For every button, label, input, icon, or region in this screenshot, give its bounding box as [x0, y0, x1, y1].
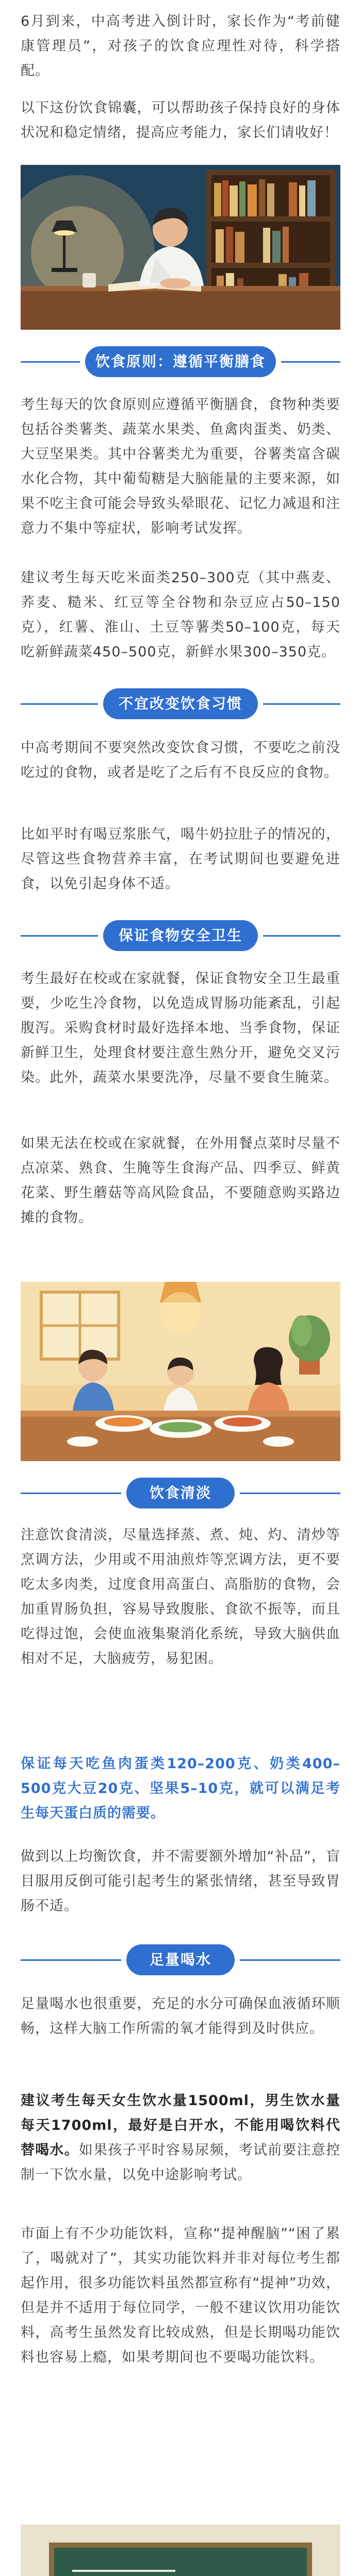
- safety-paragraph-2: 如果无法在校或在家就餐，在外用餐点菜时尽量不点凉菜、熟食、生腌等生食海产品、四季豆、鲜黄花菜、野生蘑菇等高风险食品，不要随意购买路边摊的食物。: [21, 1136, 340, 1226]
- water-paragraph-1: 足量喝水也很重要，充足的水分可确保血液循环顺畅，这样大脑工作所需的氧才能得到及时供应。: [21, 1996, 340, 2037]
- balanced-paragraph-2: 建议考生每天吃米面类250–300克（其中燕麦、荞麦、糙米、红豆等全谷物和杂豆应占50–150克），红薯、淮山、土豆等薯类50–100克，每天吃新鲜蔬菜450–500克，新鲜水果300–350克。: [21, 570, 340, 660]
- student-studying-illustration: [21, 165, 340, 330]
- intro-paragraph-2: 以下这份饮食锦囊，可以帮助孩子保持良好的身体状况和稳定情绪，提高应考能力，家长们请收好！: [21, 100, 340, 141]
- heading-divider-right: [240, 1493, 340, 1494]
- heading-divider-right: [263, 935, 340, 937]
- heading-divider-right: [240, 1959, 340, 1961]
- water-paragraph-2-note: 如果孩子平时容易尿频，考试前要注意控制一下饮水量，以免中途影响考试。: [21, 2142, 341, 2183]
- balanced-paragraph-1: 考生每天的饮食原则应遵循平衡膳食，食物种类要包括谷类薯类、蔬菜水果类、鱼禽肉蛋类、奶类、大豆坚果类。其中谷薯类尤为重要，谷薯类富含碳水化合物，其中葡萄糖是大脑能量的主要来源，如果不吃主食可能会导致头晕眼花、记忆力减退和注意力不集中等症状，影响考试发挥。: [21, 397, 340, 536]
- section-heading-food-safety: [0, 920, 361, 951]
- heading-divider-left: [21, 703, 98, 705]
- classroom-illustration: [21, 2524, 340, 2576]
- heading-divider-left: [21, 1493, 121, 1494]
- water-paragraph-2: [21, 2089, 340, 2188]
- water-paragraph-3: 市面上有不少功能饮料，宣称“提神醒脑”“困了累了，喝就对了”，其实功能饮料并非对每位考生都起作用，很多功能饮料虽然都宣称有“提神”功效，但是并不适用于每位同学，一般不建议饮用功能饮料，高考生虽然发育比较成熟，但是长期喝功能饮料也容易上瘾，如果考期间也不要喝功能饮料。: [21, 2226, 340, 2365]
- heading-divider-right: [281, 361, 340, 363]
- safety-paragraph-1: 考生最好在校或在家就餐，保证食物安全卫生最重要，少吃生冷食物，以免造成胃肠功能紊乱，引起腹泻。采购食材时最好选择本地、当季食物，保证新鲜卫生，处理食材要注意生熟分开，避免交叉污染。此外，蔬菜水果要洗净，尽量不要食生腌菜。: [21, 971, 340, 1086]
- heading-pill: 不宜改变饮食习惯: [103, 688, 258, 719]
- water-intake-recommendation: 建议考生每天女生饮水量1500ml，男生饮水量每天1700ml，最好是白开水，不能用喝饮料代替喝水。: [21, 2093, 340, 2158]
- heading-pill: 饮食原则：遵循平衡膳食: [85, 346, 276, 377]
- light-paragraph-2-highlight: 保证每天吃鱼肉蛋类120–200克、奶类400–500克大豆20克、坚果5–10克，就可以满足考生每天蛋白质的需要。: [21, 1756, 340, 1821]
- section-heading-eating-habits: [0, 688, 361, 719]
- section-heading-light-diet: [0, 1478, 361, 1509]
- section-heading-balanced-diet: [0, 346, 361, 377]
- heading-divider-left: [21, 1959, 121, 1961]
- section-heading-drink-water: [0, 1944, 361, 1975]
- light-paragraph-3: 做到以上均衡饮食，并不需要额外增加“补品”，盲目服用反倒可能引起考生的紧张情绪，甚至导致胃肠不适。: [21, 1849, 340, 1914]
- habits-paragraph-2: 比如平时有喝豆浆胀气，喝牛奶拉肚子的情况的，尽管这些食物营养丰富，在考试期间也要避免进食，以免引起身体不适。: [21, 826, 340, 892]
- heading-divider-left: [21, 935, 98, 937]
- heading-divider-right: [263, 703, 340, 705]
- heading-divider-left: [21, 361, 80, 363]
- heading-pill: 保证食物安全卫生: [103, 920, 258, 951]
- intro-paragraph-1: 6月到来，中高考进入倒计时，家长作为“考前健康管理员”，对孩子的饮食应理性对待，科学搭配。: [21, 13, 340, 79]
- light-paragraph-1: 注意饮食清淡，尽量选择蒸、煮、炖、灼、清炒等烹调方法，少用或不用油煎炸等烹调方法，更不要吃太多肉类，过度食用高蛋白、高脂肪的食物，会加重胃肠负担，容易导致腹胀、食欲不振等，而且吃得过饱，会使血液集聚消化系统，导致大脑供血相对不足，大脑疲劳，易犯困。: [21, 1527, 340, 1667]
- heading-pill: 足量喝水: [126, 1944, 235, 1975]
- heading-pill: 饮食清淡: [126, 1478, 235, 1509]
- family-dinner-illustration: [21, 1282, 340, 1461]
- habits-paragraph-1: 中高考期间不要突然改变饮食习惯，不要吃之前没吃过的食物，或者是吃了之后有不良反应的食物。: [21, 740, 340, 781]
